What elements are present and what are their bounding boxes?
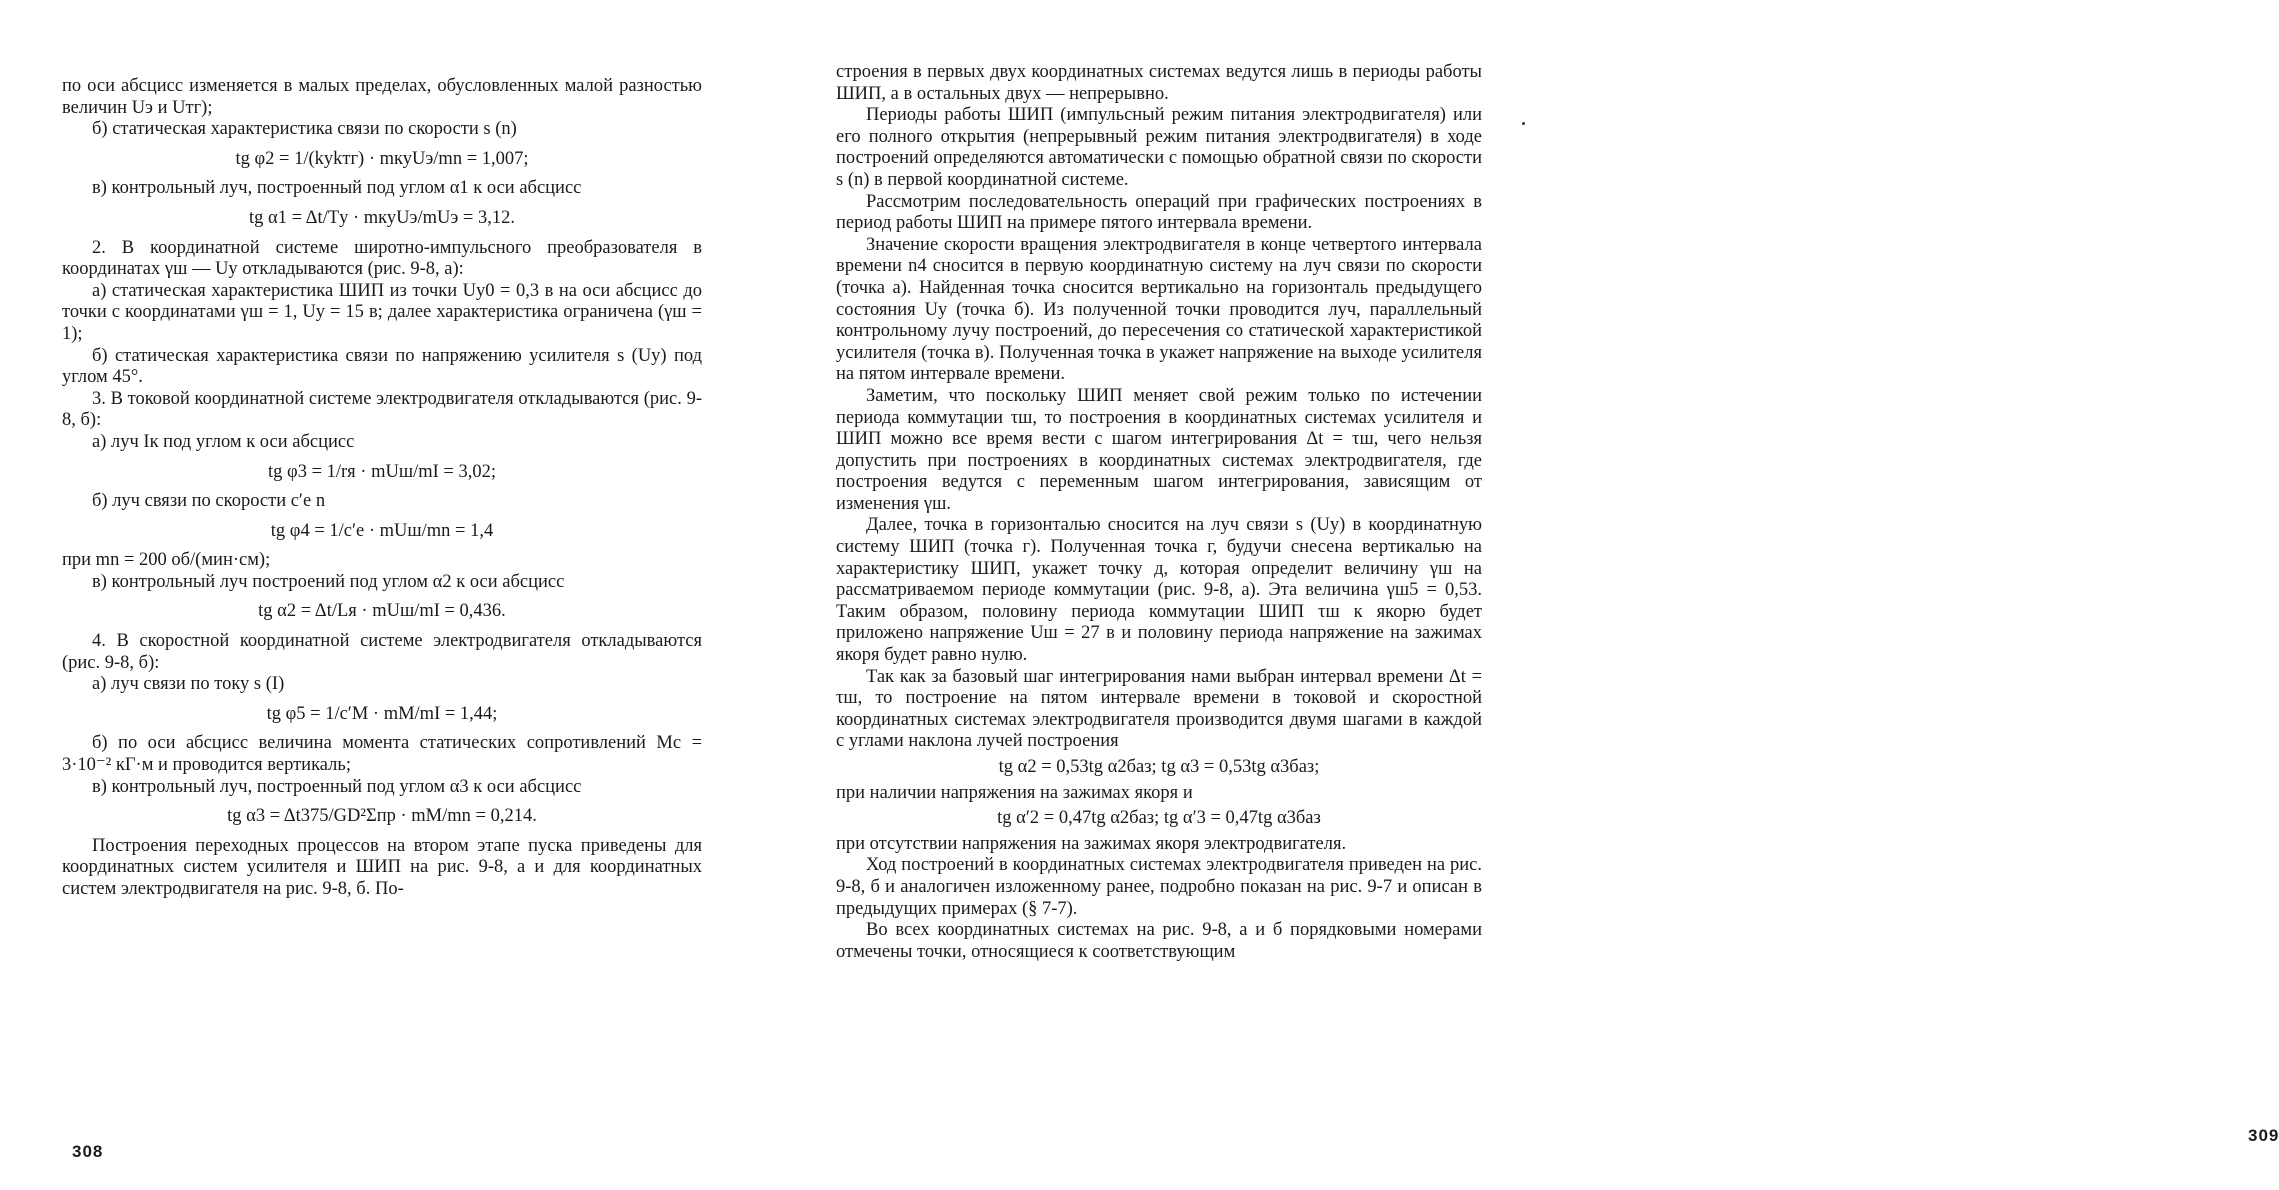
line: б) луч связи по скорости c′e n — [92, 491, 326, 512]
line: а) луч Iк под углом к оси абсцисс — [92, 431, 355, 452]
line: Рассмотрим последовательность операций при графических построениях в период работы ШИП на примере пятого интервала времени. — [836, 191, 1482, 234]
line: Заметим, что поскольку ШИП меняет свой режим только по истечении периода коммутации τш, то построения в координатных системах усилителя и ШИП можно все время вести с шагом интегрирования Δt = τш, чего нельзя допустить при построениях в координатных системах электродвигателя, где построения ведутся с переменным шагом интегрирования, зависящим от изменения γш. — [836, 385, 1482, 514]
line: строения в первых двух координатных системах ведутся лишь в периоды работы ШИП, а в остальных двух — непрерывно. — [836, 62, 1482, 104]
line: в) контрольный луч, построенный под углом α1 к оси абсцисс — [92, 178, 582, 199]
right-page-text — [836, 62, 1482, 963]
page-number: 308 — [72, 1142, 104, 1161]
formula: tg φ4 = 1/c′e · mUш/mn = 1,4 — [270, 520, 494, 541]
line: в) контрольный луч, построенный под углом α3 к оси абсцисс — [92, 776, 582, 797]
formula: tg φ2 = 1/(kуkтг) · mкуUэ/mn = 1,007; — [235, 148, 529, 169]
formula: tg α3 = Δt375/GD²Σпр · mM/mn = 0,214. — [227, 806, 537, 827]
formula: tg α2 = 0,53tg α2баз; tg α3 = 0,53tg α3баз; — [998, 757, 1320, 777]
line: а) луч связи по току s (I) — [92, 674, 285, 695]
formula: tg α2 = Δt/Lя · mUш/mI = 0,436. — [258, 601, 506, 622]
line: Во всех координатных системах на рис. 9-8, а и б порядковыми номерами отмечены точки, относящиеся к соответствующим — [836, 920, 1482, 962]
line: при mn = 200 об/(мин·см); — [62, 550, 271, 571]
line: 4. В скоростной координатной системе электродвигателя откладываются (рис. 9-8, б): — [62, 631, 702, 673]
line: в) контрольный луч построений под углом α2 к оси абсцисс — [92, 571, 565, 592]
line: а) статическая характеристика ШИП из точки Uу0 = 0,3 в на оси абсцисс до точки с координатами γш = 1, Uу = 15 в; далее характеристика ограничена (γш = 1); — [62, 280, 702, 344]
page-number: 309 — [2248, 1126, 2279, 1145]
line: б) статическая характеристика связи по скорости s (n) — [92, 119, 517, 140]
formula: tg α1 = Δt/Tу · mкуUэ/mUэ = 3,12. — [249, 207, 515, 228]
line: Периоды работы ШИП (импульсный режим питания электродвигателя) или его полного открытия (непрерывный режим питания электродвигателя) в ходе построений определяются автоматически с помощью обратной связи по скорости s (n) в первой координатной системе. — [836, 105, 1482, 190]
line: Далее, точка в горизонталью сносится на луч связи s (Uу) в координатную систему ШИП (точка г). Полученная точка г, будучи снесена вертикалью на характеристику ШИП, укажет точку д, которая определит величину γш на рассматриваемом периоде коммутации (рис. 9-8, а). Эта величина γш5 = 0,53. Таким образом, половину периода коммутации ШИП τш к якорю будет приложено напряжение Uш = 27 в и половину периода напряжение на зажимах якоря будет равно нулю. — [836, 515, 1482, 666]
line: при наличии напряжения на зажимах якоря и — [836, 782, 1193, 803]
left-page-text — [62, 76, 702, 901]
formula: tg φ5 = 1/c′M · mM/mI = 1,44; — [266, 703, 498, 724]
line: Ход построений в координатных системах электродвигателя приведен на рис. 9-8, б и аналогичен изложенному ранее, подробно показан на рис. 9-7 и описан в предыдущих примерах (§ 7-7). — [836, 855, 1482, 919]
line: 3. В токовой координатной системе электродвигателя откладываются (рис. 9-8, б): — [62, 388, 702, 431]
line: 2. В координатной системе широтно-импульсного преобразователя в координатах γш — Uу откладываются (рис. 9-8, а): — [62, 237, 702, 280]
line: Значение скорости вращения электродвигателя в конце четвертого интервала времени n4 сносится в первую координатную систему на луч связи по скорости (точка а). Найденная точка сносится вертикально на горизонталь предыдущего состояния Uу (точка б). Из полученной точки проводится луч, параллельный контрольному лучу построений, до пересечения со статической характеристикой усилителя (точка в). Полученная точка в укажет напряжение на выходе усилителя на пятом интервале времени. — [836, 234, 1482, 385]
line: б) по оси абсцисс величина момента статических сопротивлений Mс = 3·10⁻² кГ·м и проводится вертикаль; — [62, 733, 702, 776]
line: Так как за базовый шаг интегрирования нами выбран интервал времени Δt = τш, то построение на пятом интервале времени в токовой и скоростной координатных системах электродвигателя производится двумя шагами в каждой с углами наклона лучей построения — [836, 666, 1482, 752]
line: по оси абсцисс изменяется в малых пределах, обусловленных малой разностью величин Uэ и Uтг); — [62, 76, 702, 118]
right-page — [790, 0, 2279, 1190]
left-page — [0, 0, 790, 1190]
formula: tg φ3 = 1/rя · mUш/mI = 3,02; — [268, 461, 496, 482]
print-speck — [1522, 122, 1525, 125]
line: Построения переходных процессов на втором этапе пуска приведены для координатных систем усилителя и ШИП на рис. 9-8, а и для координатных систем электродвигателя на рис. 9-8, б. По- — [62, 835, 702, 899]
formula: tg α′2 = 0,47tg α2баз; tg α′3 = 0,47tg α3баз — [997, 808, 1321, 829]
line: б) статическая характеристика связи по напряжению усилителя s (Uу) под углом 45°. — [62, 345, 702, 388]
line: при отсутствии напряжения на зажимах якоря электродвигателя. — [836, 833, 1347, 854]
